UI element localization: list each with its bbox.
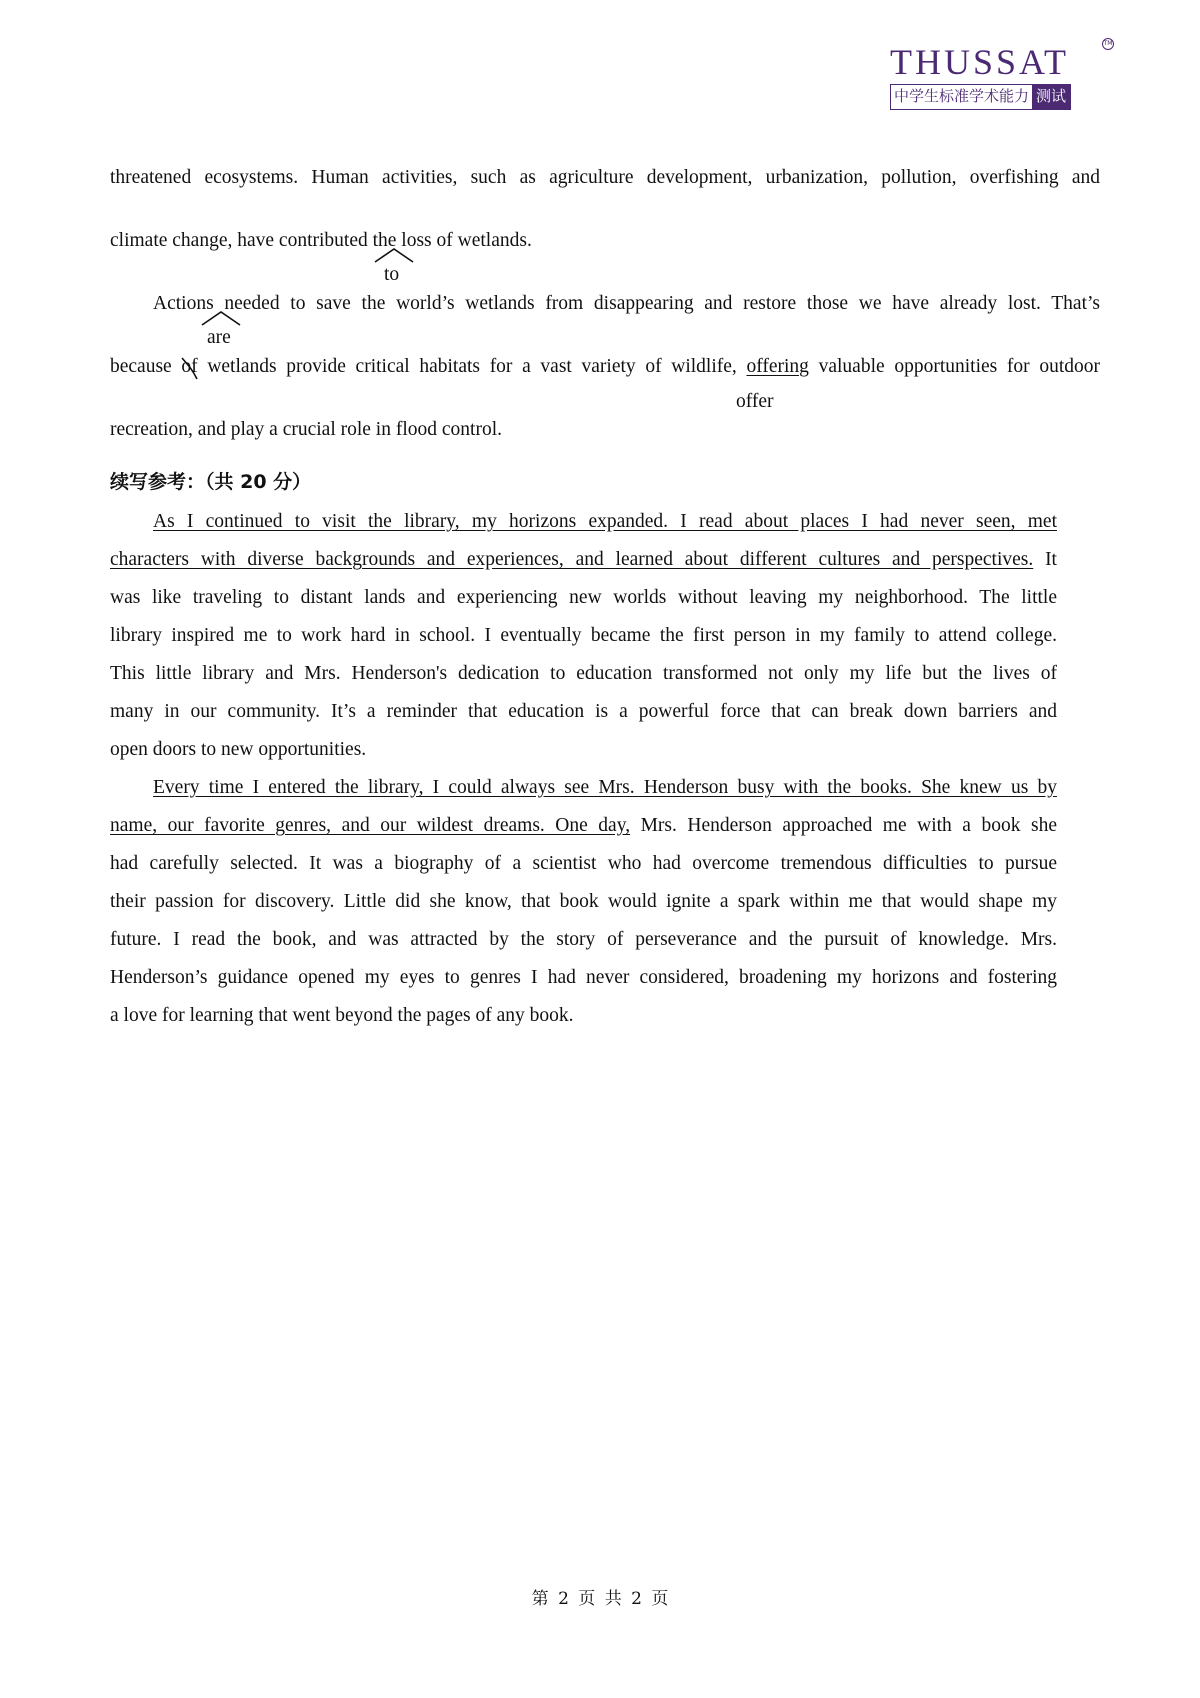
p2-line-2 [110, 814, 1057, 838]
page-number: 第 2 页 共 2 页 [531, 1589, 669, 1609]
p1-line-2 [110, 548, 1057, 572]
line4-text-b: wetlands provide critical habitats for a vast variety of wildlife, [197, 356, 747, 377]
p1-line-7: open doors to new opportunities. [110, 739, 367, 760]
correction-offer: offer [736, 391, 774, 412]
underlined-word-offering: offering [746, 356, 809, 377]
p1-line-6: many in our community. It’s a reminder that education is a powerful force that can break down barriers and [110, 701, 1057, 722]
deleted-word-of: of [181, 356, 198, 377]
passage-line-2: climate change, have contributed the loss of wetlands. [110, 230, 532, 251]
p2-line-7: a love for learning that went beyond the pages of any book. [110, 1005, 574, 1026]
logo-brand: THUSSAT [890, 42, 1070, 82]
p2-line-2-rest: Mrs. Henderson approached me with a book she [630, 815, 1057, 836]
p1-line-1: As I continued to visit the library, my horizons expanded. I read about places I had never seen, met [153, 511, 1057, 532]
p1-line-5: This little library and Mrs. Henderson's dedication to education transformed not only my life but the lives of [110, 663, 1057, 684]
p2-line-5: future. I read the book, and was attracted by the story of perseverance and the pursuit of knowledge. Mrs. [110, 929, 1057, 950]
trademark-mark: TM [1102, 38, 1114, 50]
p1-line-3: was like traveling to distant lands and experiencing new worlds without leaving my neighborhood. The little [110, 587, 1057, 608]
deletion-mark-icon [180, 355, 200, 386]
logo-subtitle [890, 84, 1071, 110]
passage-line-3: Actions needed to save the world’s wetlands from disappearing and restore those we have already lost. That’s [153, 293, 1100, 314]
p2-line-1: Every time I entered the library, I could always see Mrs. Henderson busy with the books. She knew us by [153, 777, 1057, 798]
p2-line-4: their passion for discovery. Little did she know, that book would ignite a spark within me that would shape my [110, 891, 1057, 912]
logo-subtitle-main: 中学生标准学术能力 [894, 87, 1030, 105]
passage-line-1: threatened ecosystems. Human activities, such as agriculture development, urbanization, pollution, overfishing and [110, 167, 1100, 188]
line4-text-a: because [110, 356, 182, 377]
insertion-caret-icon [374, 247, 414, 263]
passage-line-5: recreation, and play a crucial role in flood control. [110, 419, 502, 440]
correction-are: are [207, 327, 231, 348]
p1-line-2-rest: It [1033, 549, 1057, 570]
logo-subtitle-box: 测试 [1032, 85, 1070, 109]
correction-to: to [384, 264, 400, 285]
passage-line-4 [110, 355, 1100, 379]
p2-line-6: Henderson’s guidance opened my eyes to genres I had never considered, broadening my horizons and fostering [110, 967, 1057, 988]
p1-line-2-underlined: characters with diverse backgrounds and experiences, and learned about different cultures and perspectives. [110, 549, 1034, 570]
thussat-logo [890, 40, 1120, 114]
p2-line-2-underlined: name, our favorite genres, and our wildest dreams. One day, [110, 815, 631, 836]
insertion-caret-icon [201, 310, 241, 326]
p2-line-3: had carefully selected. It was a biography of a scientist who had overcome tremendous difficulties to pursue [110, 853, 1057, 874]
section-heading: 续写参考：（共 20 分） [110, 471, 312, 493]
p1-line-4: library inspired me to work hard in school. I eventually became the first person in my family to attend college. [110, 625, 1057, 646]
line4-text-c: valuable opportunities for outdoor [808, 356, 1100, 377]
